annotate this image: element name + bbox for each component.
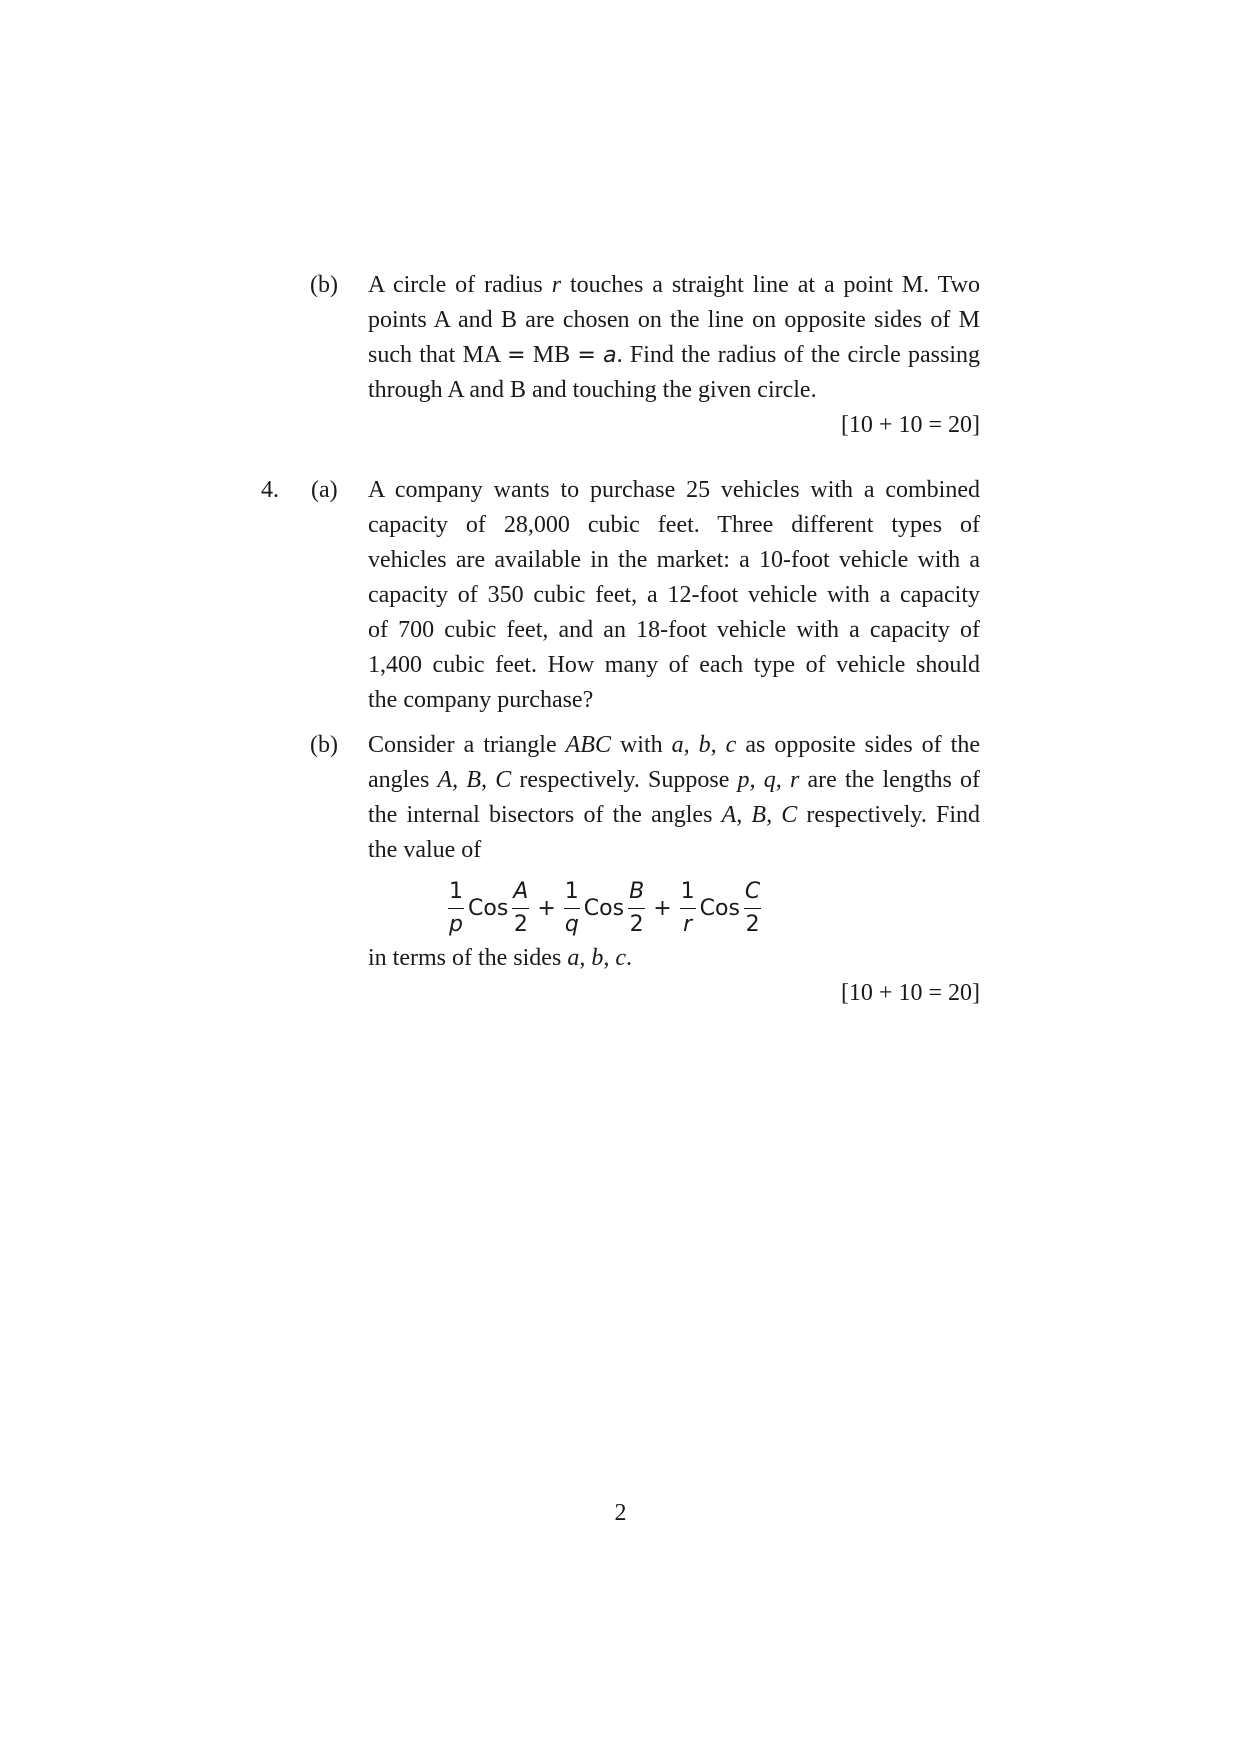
frac-1-over-q: $\frac{1}{q}$ xyxy=(564,878,579,937)
q4b-line-2: angles A, B, C respectively. Suppose p, q, r are the lengths of xyxy=(368,767,980,793)
q3b-line-4: through A and B and touching the given circle. xyxy=(368,377,817,403)
q4b-after-formula xyxy=(368,941,980,976)
q4a-label: (a) xyxy=(311,477,338,503)
page-number: 2 xyxy=(614,1500,627,1526)
q4b-line-4: the value of xyxy=(368,837,482,863)
bisector-formula xyxy=(446,872,763,944)
q4a-line-2: capacity of 28,000 cubic feet. Three different types of xyxy=(368,512,980,538)
q4a-line-5: of 700 cubic feet, and an 18-foot vehicle with a capacity of xyxy=(368,617,980,643)
q4b-line-5: in terms of the sides a, b, c. xyxy=(368,945,632,971)
cos-term-3: Cos xyxy=(699,895,740,921)
q4a-line-1: A company wants to purchase 25 vehicles with a combined xyxy=(368,477,980,503)
plus-operator-2: + xyxy=(653,895,672,921)
plus-operator-1: + xyxy=(537,895,556,921)
q4b-label: (b) xyxy=(310,732,338,758)
q4a-line-7: the company purchase? xyxy=(368,687,594,713)
q4a-text xyxy=(368,473,980,718)
q3b-text xyxy=(368,268,980,408)
q4a-line-6: 1,400 cubic feet. How many of each type of vehicle should xyxy=(368,652,980,678)
q4a-line-3: vehicles are available in the market: a 10-foot vehicle with a xyxy=(368,547,980,573)
q4b-text xyxy=(368,728,980,868)
frac-C-over-2: $\frac{C}{2}$ xyxy=(744,878,761,937)
frac-B-over-2: $\frac{B}{2}$ xyxy=(629,878,645,937)
cos-term-2: Cos xyxy=(583,895,625,921)
q3b-line-1: A circle of radius r touches a straight line at a point M. Two xyxy=(368,272,980,298)
q3b-line-2: points A and B are chosen on the line on opposite sides of M xyxy=(368,307,980,333)
frac-A-over-2: $\frac{A}{2}$ xyxy=(513,878,529,937)
q4-marks: [10 + 10 = 20] xyxy=(840,980,980,1006)
q4a-line-4: capacity of 350 cubic feet, a 12-foot vehicle with a capacity xyxy=(368,582,980,608)
q4b-line-3: the internal bisectors of the angles A, B, C respectively. Find xyxy=(368,802,981,828)
q3b-label: (b) xyxy=(310,272,338,298)
cos-term-1: Cos xyxy=(468,895,509,921)
frac-1-over-p: $\frac{1}{p}$ xyxy=(449,878,463,937)
q3-marks: [10 + 10 = 20] xyxy=(840,412,980,438)
q4-number: 4. xyxy=(261,477,279,503)
q3b-line-3: such that MA = MB = a. Find the radius of the circle passing xyxy=(368,342,981,368)
frac-1-over-r: $\frac{1}{r}$ xyxy=(680,878,695,937)
q4b-line-1: Consider a triangle ABC with a, b, c as opposite sides of the xyxy=(368,732,980,758)
